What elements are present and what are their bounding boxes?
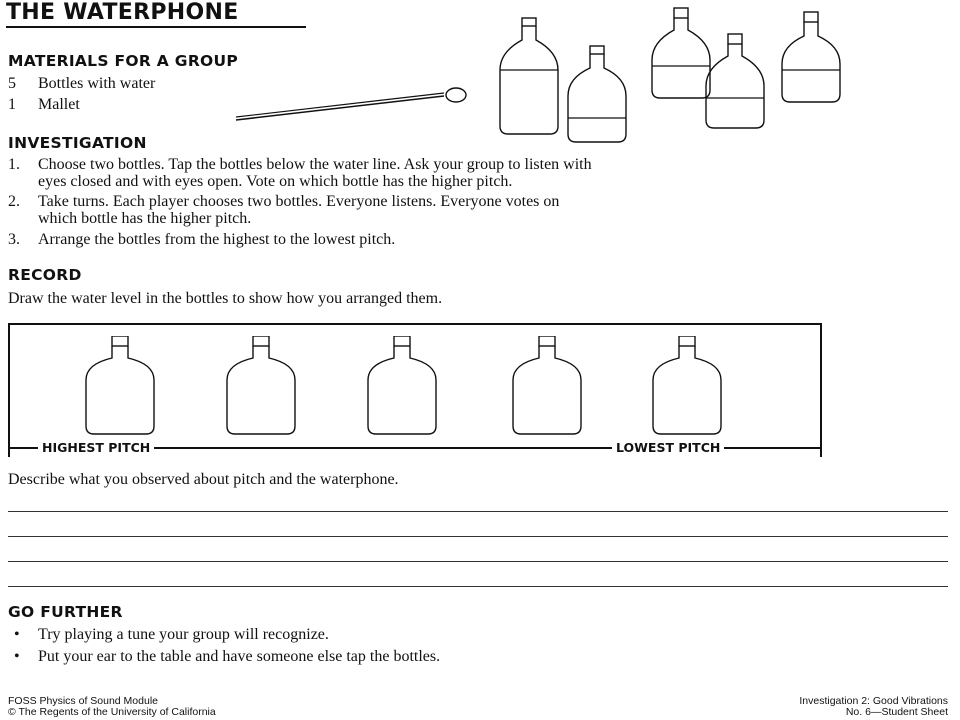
empty-bottle-1: [86, 336, 154, 434]
step-line: Choose two bottles. Tap the bottles below the water line. Ask your group to listen with: [38, 156, 592, 173]
materials-label: Bottles with water: [38, 75, 156, 92]
empty-bottles-row: [80, 336, 760, 446]
step-line: which bottle has the higher pitch.: [38, 210, 252, 227]
investigation-heading: INVESTIGATION: [8, 134, 147, 152]
footer-module: FOSS Physics of Sound Module: [8, 695, 158, 707]
highest-pitch-label: HIGHEST PITCH: [38, 440, 154, 455]
empty-bottle-5: [653, 336, 721, 434]
bottle-drawing: [568, 46, 626, 142]
materials-heading: MATERIALS FOR A GROUP: [8, 52, 239, 70]
step-number: 1.: [8, 156, 20, 173]
empty-bottle-4: [513, 336, 581, 434]
bottle-drawing: [706, 34, 764, 128]
investigation-step: [8, 192, 948, 232]
footer-sheet-number: No. 6—Student Sheet: [845, 706, 948, 718]
footer-investigation: Investigation 2: Good Vibrations: [799, 695, 948, 707]
title-underline: [6, 26, 306, 28]
go-further-bullet: [14, 647, 440, 666]
step-number: 3.: [8, 231, 20, 248]
step-line: Take turns. Each player chooses two bottles. Everyone listens. Everyone votes on: [38, 193, 560, 210]
mallet-illustration: [232, 84, 472, 124]
step-line: eyes closed and with eyes open. Vote on which bottle has the higher pitch.: [38, 173, 513, 190]
materials-item: [8, 74, 155, 93]
materials-item: [8, 95, 80, 114]
bullet-icon: •: [14, 626, 20, 643]
footer-copyright: © The Regents of the University of California: [8, 706, 216, 718]
step-number: 2.: [8, 193, 20, 210]
bullet-text: Try playing a tune your group will recognize.: [38, 626, 329, 643]
lowest-pitch-label: LOWEST PITCH: [612, 440, 724, 455]
bullet-text: Put your ear to the table and have someone else tap the bottles.: [38, 648, 441, 665]
investigation-step: [8, 230, 948, 250]
empty-bottle-3: [368, 336, 436, 434]
investigation-step: [8, 155, 948, 195]
record-instruction: Draw the water level in the bottles to show how you arranged them.: [8, 290, 443, 307]
bottles-illustration: [496, 4, 856, 144]
go-further-bullet: [14, 625, 329, 644]
materials-qty: 1: [8, 96, 16, 113]
answer-line[interactable]: [8, 586, 948, 587]
materials-label: Mallet: [38, 96, 80, 113]
footer-left: [8, 696, 216, 718]
bottle-drawing: [782, 12, 840, 102]
answer-line[interactable]: [8, 561, 948, 562]
describe-prompt: Describe what you observed about pitch and the waterphone.: [8, 471, 399, 488]
answer-line[interactable]: [8, 536, 948, 537]
bottle-drawing: [500, 18, 558, 134]
bullet-icon: •: [14, 648, 20, 665]
step-line: Arrange the bottles from the highest to the lowest pitch.: [38, 231, 396, 248]
bottle-drawing: [652, 8, 710, 98]
answer-line[interactable]: [8, 511, 948, 512]
page-title: THE WATERPHONE: [6, 0, 239, 25]
record-heading: RECORD: [8, 266, 82, 284]
go-further-heading: GO FURTHER: [8, 603, 123, 621]
empty-bottle-2: [227, 336, 295, 434]
materials-qty: 5: [8, 75, 16, 92]
footer-right: [799, 696, 948, 718]
